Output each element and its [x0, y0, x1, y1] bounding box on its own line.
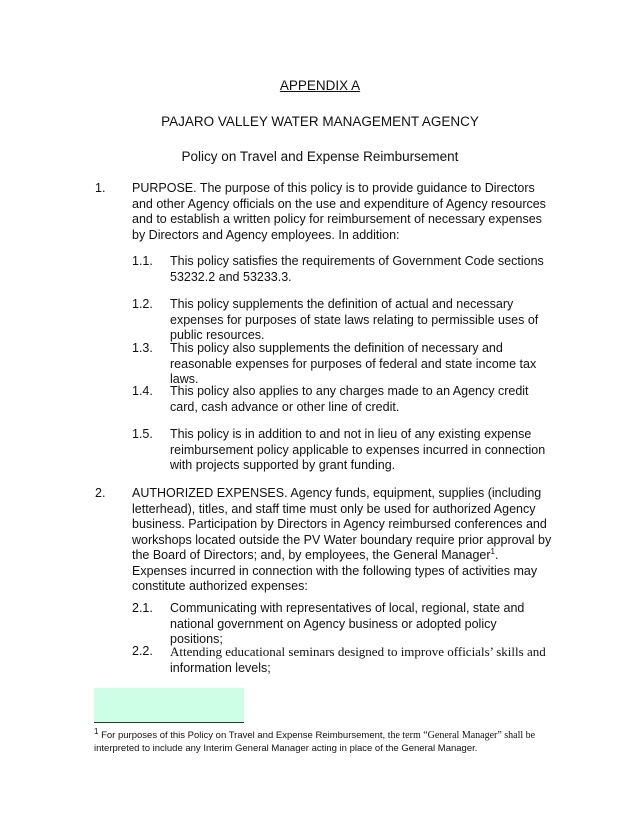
policy-subtitle: Policy on Travel and Expense Reimbursement — [181, 149, 459, 164]
item-number: 1.4. — [132, 384, 153, 398]
item-text: This policy is in addition to and not in lieu of any existing expense reimbursement policy applicable to expenses incurred in connection with projects supported by grant funding. — [170, 427, 546, 472]
footnote-text: For purposes of this Policy on Travel and Expense Reimbursement, — [98, 730, 386, 741]
item-number: 2.2. — [132, 644, 153, 658]
footnote-text: interpreted to include any Interim General Manager acting in place of the General Manager. — [94, 743, 478, 754]
section-number: 1. — [95, 181, 106, 195]
item-text: This policy satisfies the requirements of Government Code sections 53232.2 and 53233.3. — [170, 254, 544, 284]
section-authorized-text — [132, 486, 552, 595]
section-text-part: . Expenses incurred in connection with the following types of activities may constitute authorized expenses: — [132, 548, 538, 593]
item-text: This policy also applies to any charges made to an Agency credit card, cash advance or other line of credit. — [170, 384, 529, 414]
section-number: 2. — [95, 486, 106, 500]
footnote-marker: 1 — [94, 726, 99, 736]
section-purpose-text: PURPOSE. The purpose of this policy is to provide guidance to Directors and other Agency officials on the use and expenditure of Agency resources and to establish a written policy for reimbursement of necessary expenses by Directors and Agency employees. In addition: — [132, 181, 546, 242]
item-text: This policy supplements the definition of actual and necessary expenses for purposes of state laws relating to permissible uses of public resources. — [170, 297, 539, 342]
item-number: 1.2. — [132, 297, 153, 311]
agency-name: PAJARO VALLEY WATER MANAGEMENT AGENCY — [161, 114, 479, 129]
item-text: This policy also supplements the definition of necessary and reasonable expenses for purposes of federal and state income tax laws. — [170, 341, 537, 386]
item-text — [170, 644, 550, 676]
item-number: 1.3. — [132, 341, 153, 355]
footnote — [94, 726, 554, 755]
item-text-part: information levels; — [170, 660, 271, 675]
item-text-part: Attending educational seminars designed to improve officials’ skills and — [170, 644, 546, 659]
item-number: 1.1. — [132, 254, 153, 268]
section-text-part: AUTHORIZED EXPENSES. Agency funds, equipment, supplies (including letterhead), titles, and staff time must only be used for authorized Agency business. Participation by Directors in Agency reimbursed conferences and workshops located outside the PV Water boundary require prior approval by the Board of Directors; and, by employees, the General Manager — [132, 486, 552, 562]
item-number: 2.1. — [132, 601, 153, 615]
footnote-text: the term “General Manager” shall be — [385, 730, 536, 741]
item-number: 1.5. — [132, 427, 153, 441]
footnote-divider — [94, 722, 244, 723]
footnote-reference: 1 — [490, 546, 495, 556]
item-text: Communicating with representatives of local, regional, state and national government on Agency business or adopted policy positions; — [170, 601, 525, 646]
highlight-box — [94, 688, 244, 722]
appendix-title: APPENDIX A — [279, 78, 361, 93]
